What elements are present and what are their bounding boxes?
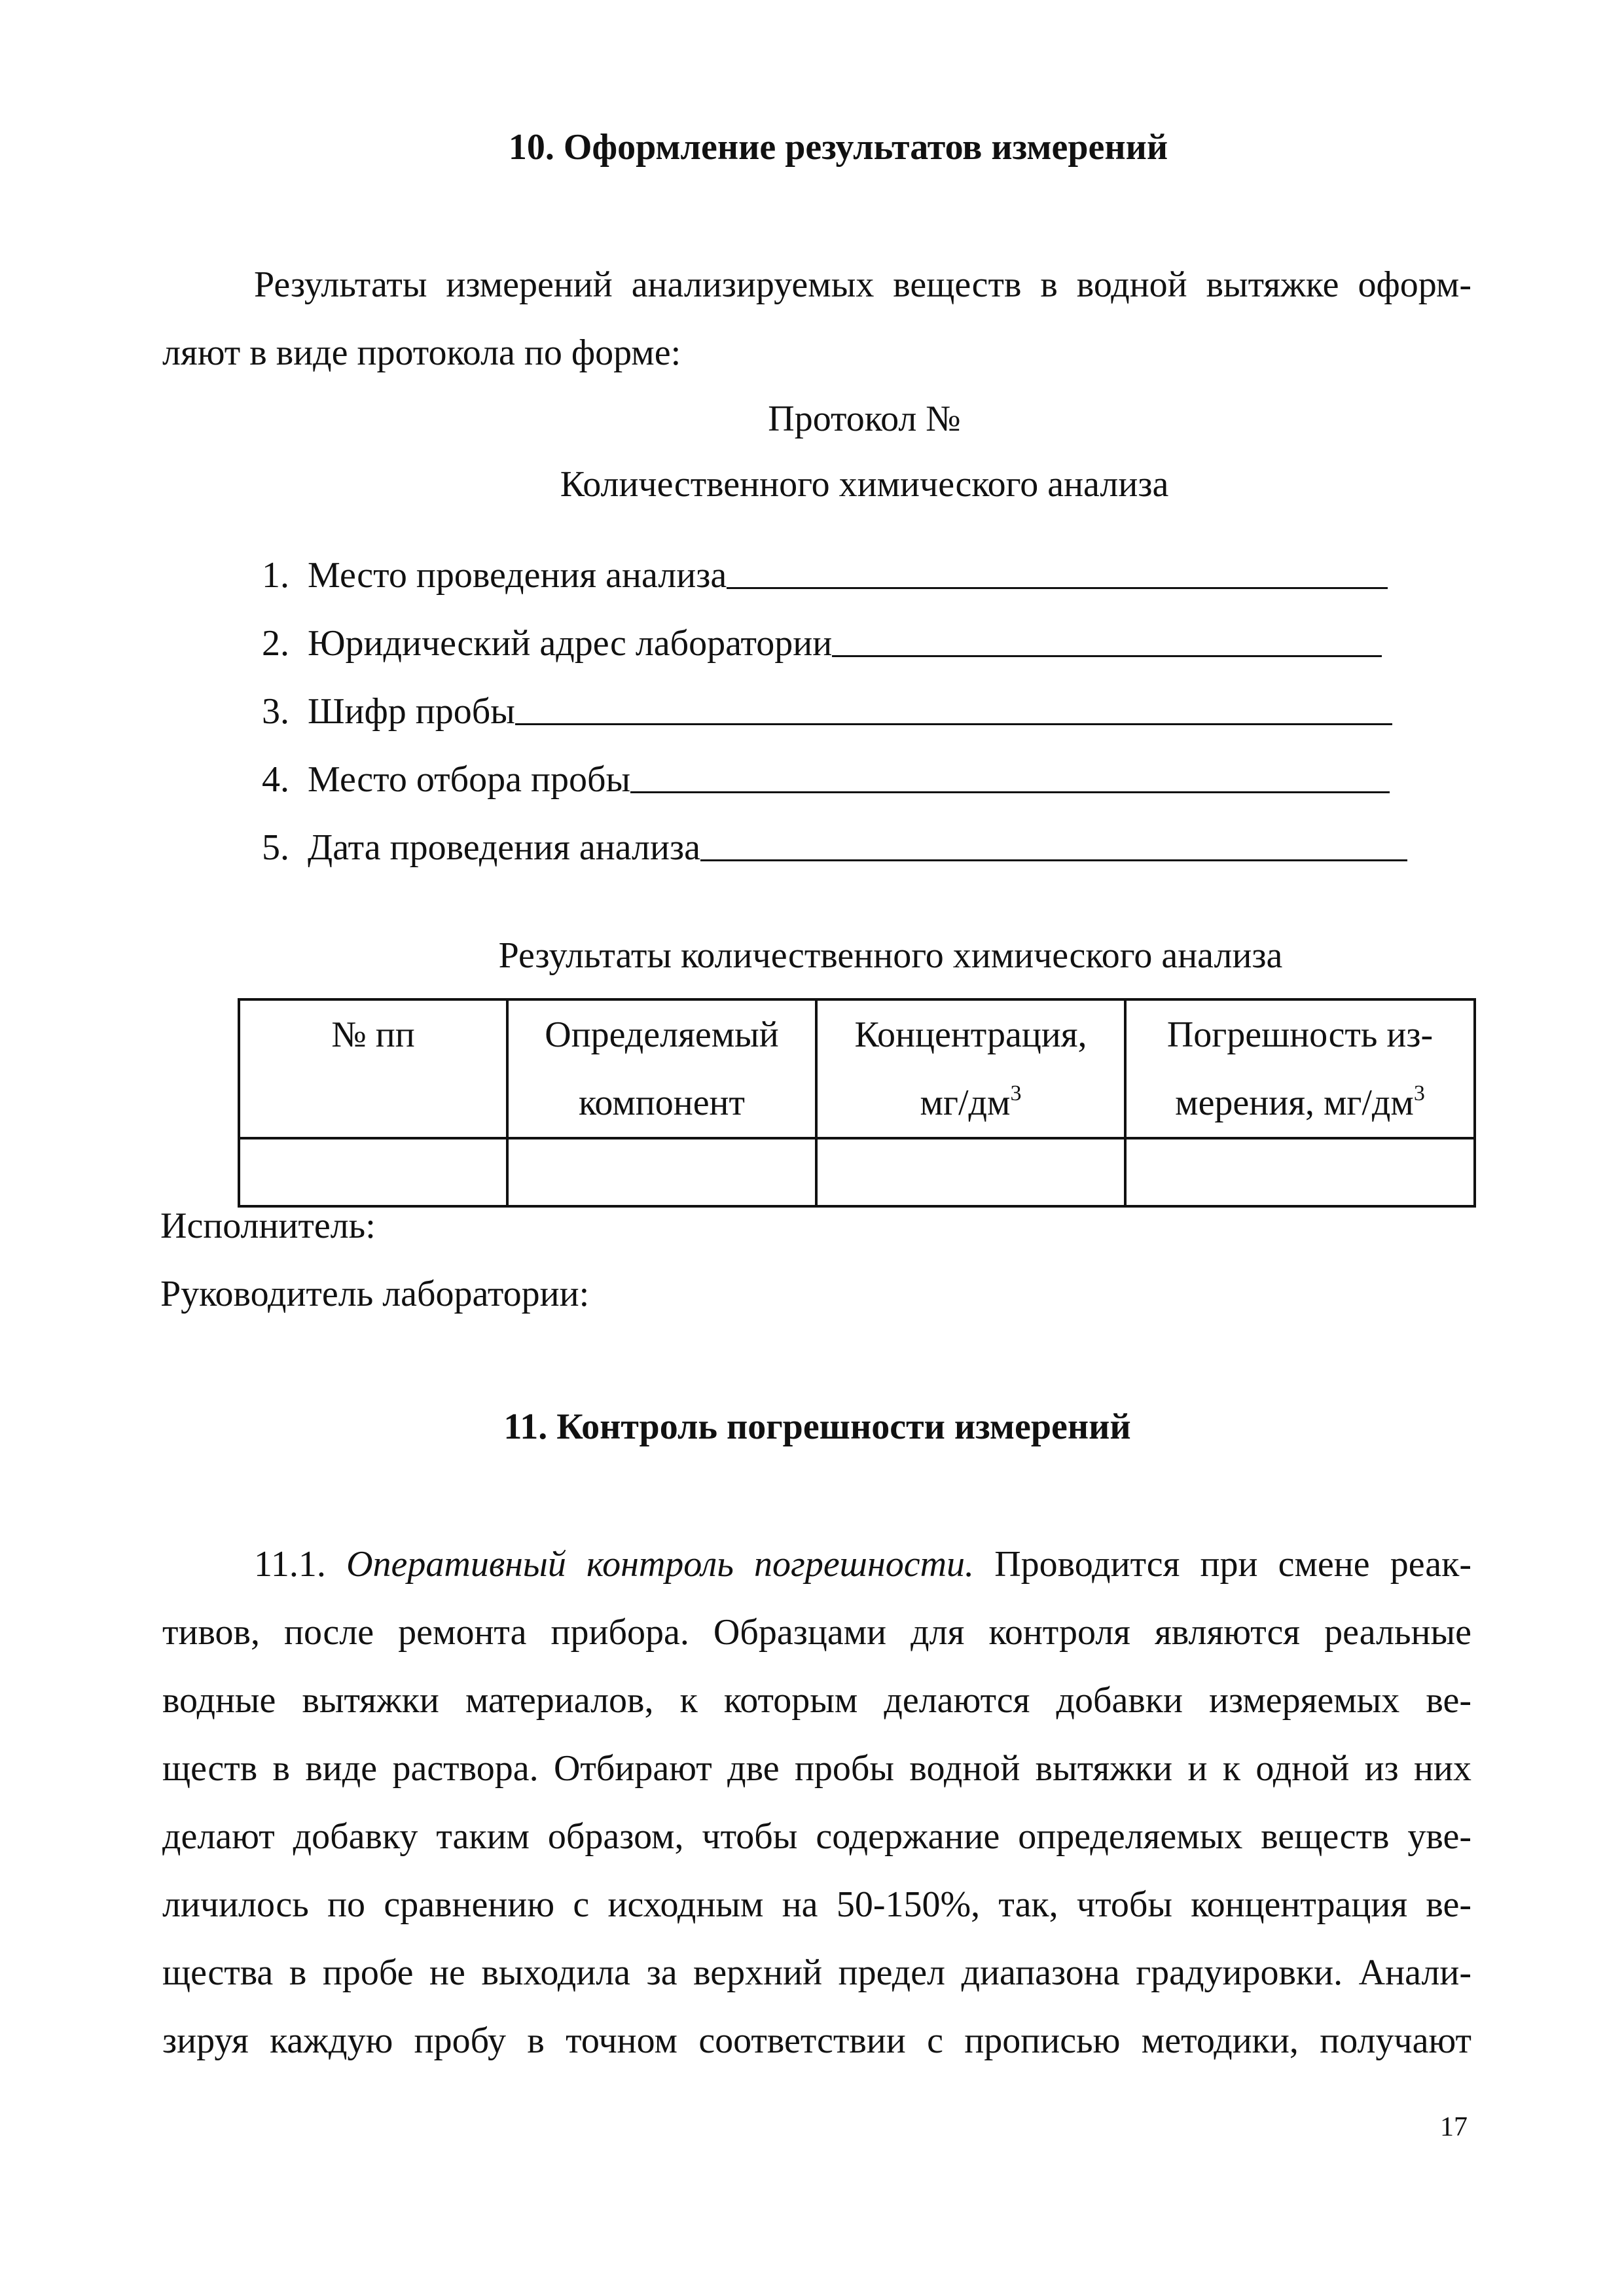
header-unit: мерения, мг/дм: [1175, 1083, 1414, 1123]
form-item-label: Шифр пробы: [308, 691, 515, 732]
paragraph-first-rest: Проводится при смене реак-: [994, 1544, 1472, 1585]
fill-in-line[interactable]: [832, 655, 1382, 657]
table-cell[interactable]: [1125, 1138, 1475, 1206]
form-item-number: 1.: [262, 555, 289, 596]
page-number: 17: [1440, 2112, 1468, 2142]
form-item-sampling-place: [262, 734, 1453, 802]
form-item-label: Место проведения анализа: [308, 555, 727, 596]
header-line: № пп: [331, 1014, 415, 1055]
section-11-paragraph: [162, 1541, 1471, 2086]
form-item-sample-code: [262, 666, 1453, 734]
header-cell-error: [1125, 999, 1475, 1138]
header-cell-concentration: [816, 999, 1125, 1138]
paragraph-line: личилось по сравнению с исходным на 50-150%, так, чтобы концентрация ве-: [162, 1884, 1471, 1925]
header-cell-component: [507, 999, 816, 1138]
header-cell-number: [239, 999, 507, 1138]
paragraph-line-1: [162, 1541, 1471, 1609]
paragraph-line: водные вытяжки материалов, к которым делаются добавки измеряемых ве-: [162, 1680, 1471, 1721]
paragraph-line: делают добавку таким образом, чтобы содержание определяемых веществ уве-: [162, 1816, 1471, 1857]
header-line: Определяемый: [545, 1014, 779, 1055]
paragraph-number: 11.1.: [254, 1544, 326, 1585]
header-line: Концентрация,: [854, 1014, 1087, 1055]
executor-label: Исполнитель:: [160, 1206, 376, 1246]
paragraph-line: щества в пробе не выходила за верхний предел диапазона градуировки. Анали-: [162, 1952, 1471, 1993]
protocol-subtitle: Количественного химического анализа: [560, 464, 1169, 505]
form-item-number: 2.: [262, 623, 289, 664]
results-caption: Результаты количественного химического анализа: [498, 935, 1283, 976]
unit-exponent: 3: [1413, 1081, 1425, 1105]
section-11-title: 11. Контроль погрешности измерений: [503, 1407, 1131, 1447]
unit-exponent: 3: [1010, 1081, 1022, 1105]
fill-in-line[interactable]: [515, 723, 1392, 725]
protocol-title: Протокол №: [768, 399, 961, 439]
form-item-analysis-date: [262, 802, 1453, 870]
fill-in-line[interactable]: [630, 791, 1390, 793]
intro-line-2: ляют в виде протокола по форме:: [162, 332, 681, 373]
header-line: компонент: [579, 1083, 745, 1123]
table-cell[interactable]: [239, 1138, 507, 1206]
form-item-label: Юридический адрес лаборатории: [308, 623, 833, 664]
header-line: Погрешность из-: [1166, 1014, 1434, 1055]
form-item-number: 4.: [262, 759, 289, 800]
header-line: [1127, 1069, 1473, 1137]
intro-line-1: Результаты измерений анализируемых веществ в водной вытяжке оформ-: [254, 264, 1471, 305]
header-unit: мг/дм: [920, 1083, 1011, 1123]
table-cell[interactable]: [507, 1138, 816, 1206]
form-item-number: 3.: [262, 691, 289, 732]
results-table: [238, 998, 1476, 1208]
form-item-number: 5.: [262, 827, 289, 868]
form-item-analysis-place: [262, 530, 1453, 598]
table-row: [239, 1138, 1475, 1206]
lab-head-label: Руководитель лаборатории:: [160, 1274, 590, 1314]
protocol-form-list: [262, 530, 1453, 870]
paragraph-line: зируя каждую пробу в точном соответствии с прописью методики, получают: [162, 2020, 1471, 2061]
paragraph-line: тивов, после ремонта прибора. Образцами для контроля являются реальные: [162, 1612, 1471, 1653]
form-item-label: Место отбора пробы: [308, 759, 631, 800]
section-10-title: 10. Оформление результатов измерений: [508, 127, 1168, 168]
fill-in-line[interactable]: [700, 859, 1407, 861]
paragraph-line: ществ в виде раствора. Отбирают две пробы водной вытяжки и к одной из них: [162, 1748, 1471, 1789]
table-header-row: [239, 999, 1475, 1138]
fill-in-line[interactable]: [727, 586, 1388, 589]
paragraph-italic-lead: Оперативный контроль погрешности.: [346, 1544, 975, 1585]
form-item-lab-address: [262, 598, 1453, 666]
table-cell[interactable]: [816, 1138, 1125, 1206]
header-line: [818, 1069, 1124, 1137]
section-10-intro: [162, 262, 1471, 395]
form-item-label: Дата проведения анализа: [308, 827, 700, 868]
